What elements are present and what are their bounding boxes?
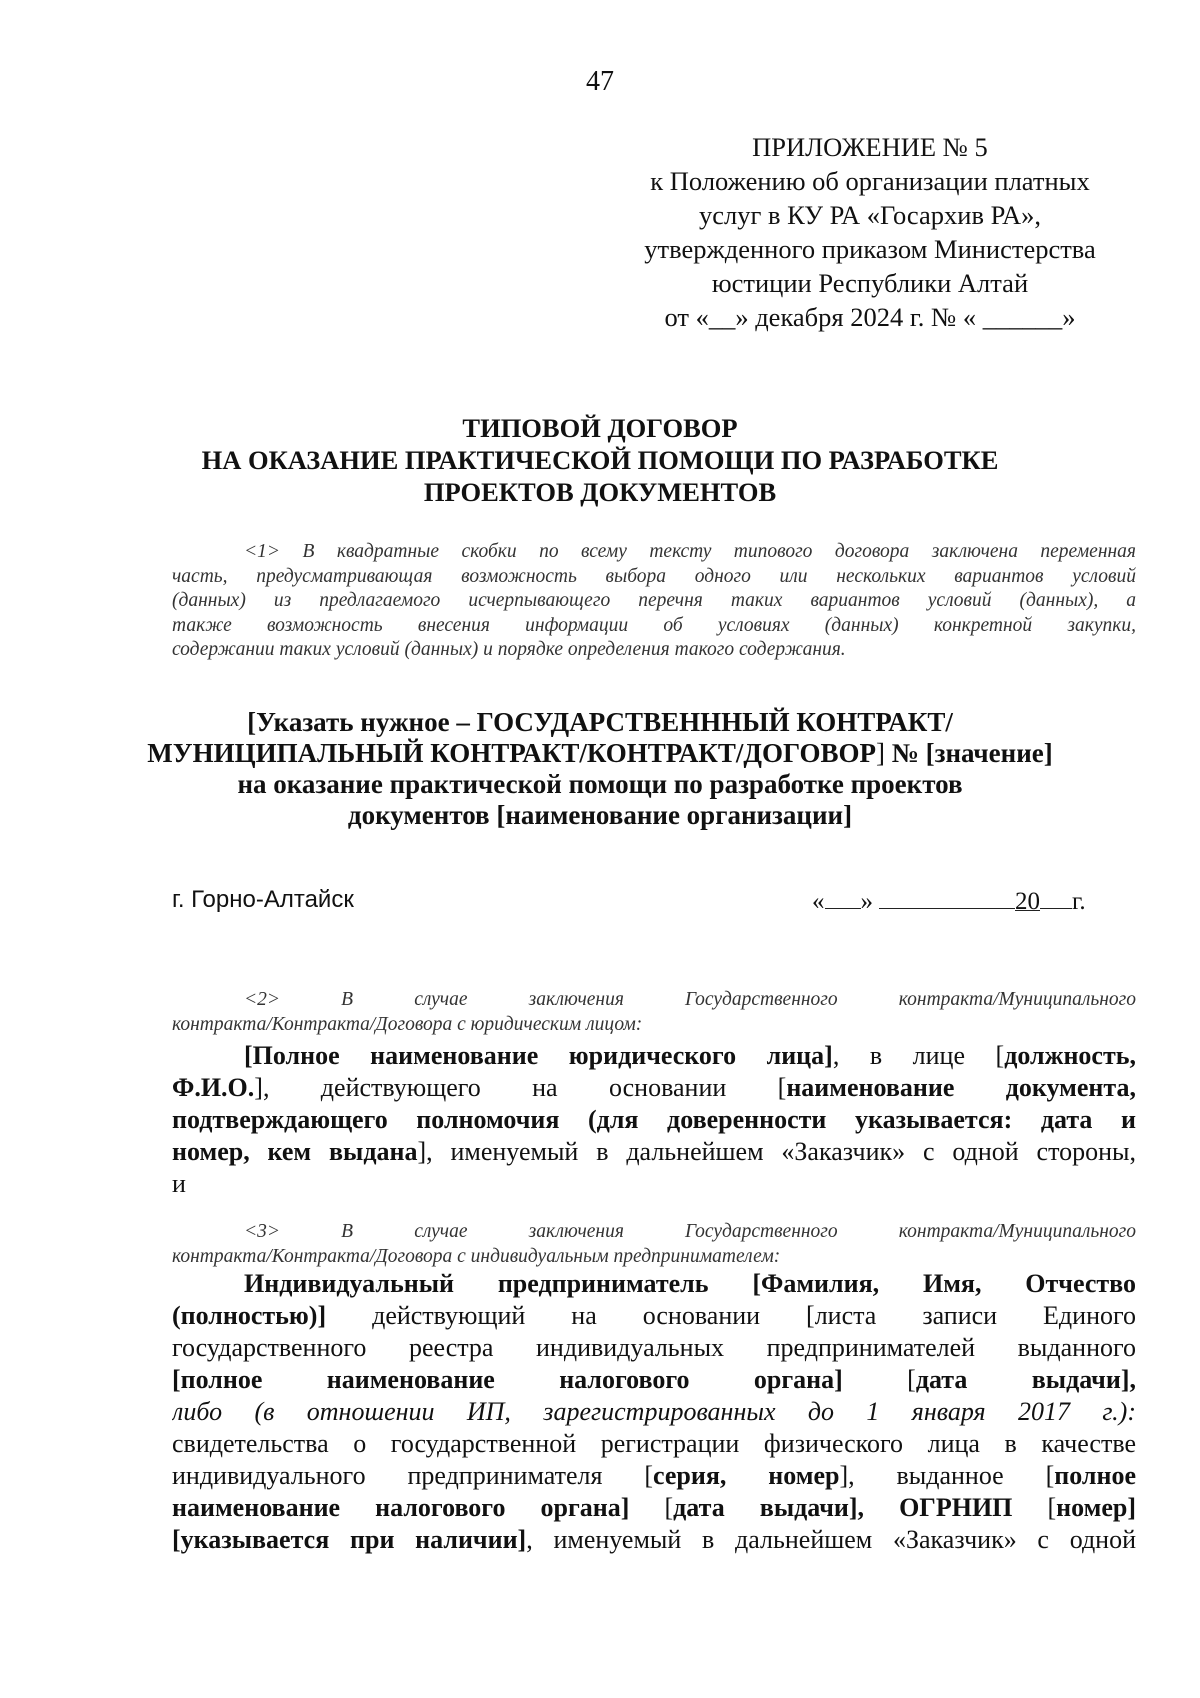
contract-heading [120, 707, 1080, 831]
para-line: государственного реестра индивидуальных предпринимателей выданного [172, 1333, 1136, 1362]
contract-line: на оказание практической помощи по разработке проектов [237, 769, 963, 799]
para-line [172, 1460, 1136, 1492]
text-bold: дата выдачи], [915, 1365, 1136, 1394]
text-plain: [ [842, 1365, 916, 1394]
text-bold: Ф.И.О. [172, 1073, 255, 1102]
note-line: также возможность внесения информации об условиях (данных) конкретной закупки, [172, 614, 1136, 636]
title-line: ТИПОВОЙ ДОГОВОР [462, 413, 738, 443]
footnote-3 [172, 1220, 1136, 1269]
note-line: контракта/Контракта/Договора с юридическим лицом: [172, 1013, 643, 1035]
appendix-line: к Положению об организации платных [650, 166, 1090, 196]
text-bold: должность, [1004, 1041, 1136, 1070]
legal-entity-paragraph [172, 1040, 1136, 1200]
text-bold: номер, кем выдана [172, 1137, 418, 1166]
text-plain: ], выданное [ [839, 1461, 1055, 1490]
note-line: <1> В квадратные скобки по всему тексту типового договора заключена переменная [244, 541, 1136, 562]
contract-bracket: ] [875, 738, 892, 768]
text-plain: ], действующего на основании [ [254, 1073, 787, 1102]
page-number: 47 [586, 66, 614, 97]
year-prefix: 20 [1015, 888, 1040, 915]
para-line [172, 1492, 1136, 1524]
text-plain: индивидуального предпринимателя [ [172, 1461, 653, 1490]
title-line: ПРОЕКТОВ ДОКУМЕНТОВ [423, 477, 777, 507]
entrepreneur-paragraph [172, 1268, 1136, 1556]
text-plain: действующий на основании [листа записи Единого [326, 1301, 1136, 1330]
appendix-line: утвержденного приказом Министерства [644, 234, 1096, 264]
footnote-2 [172, 988, 1136, 1037]
appendix-line: юстиции Республики Алтай [711, 268, 1029, 298]
contract-line [120, 738, 1080, 769]
para-line [172, 1300, 1136, 1332]
appendix-header [620, 130, 1120, 334]
para-line: свидетельства о государственной регистрации физического лица в качестве [172, 1429, 1136, 1458]
text-bold: номер] [1056, 1493, 1136, 1522]
para-line [172, 1072, 1136, 1104]
text-plain: , в лице [ [832, 1041, 1005, 1070]
text-plain: ], именуемый в дальнейшем «Заказчик» с одной стороны, [417, 1137, 1136, 1166]
document-title [120, 412, 1080, 508]
appendix-line: услуг в КУ РА «Госархив РА», [699, 200, 1041, 230]
contract-date [812, 886, 1136, 916]
contract-line: [Указать нужное – ГОСУДАРСТВЕНННЫЙ КОНТРАКТ/ [247, 707, 953, 737]
text-bold: полное [1054, 1461, 1136, 1490]
note-line: контракта/Контракта/Договора с индивидуальным предпринимателем: [172, 1245, 781, 1267]
para-line [172, 1524, 1136, 1556]
para-line [172, 1136, 1136, 1168]
para-line: либо (в отношении ИП, зарегистрированных до 1 января 2017 г.): [172, 1397, 1136, 1426]
footnote-1 [172, 540, 1136, 663]
month-blank [879, 886, 1015, 909]
contract-type: МУНИЦИПАЛЬНЫЙ КОНТРАКТ/КОНТРАКТ/ДОГОВОР [147, 738, 876, 768]
note-line: <2> В случае заключения Государственного контракта/Муниципального [244, 989, 1136, 1010]
contract-number: № [значение] [891, 738, 1053, 768]
text-bold: наименование документа, [786, 1073, 1136, 1102]
text-bold: [полное наименование налогового органа] [172, 1365, 843, 1394]
appendix-line: от «__» декабря 2024 г. № « ______» [664, 302, 1076, 332]
title-line: НА ОКАЗАНИЕ ПРАКТИЧЕСКОЙ ПОМОЩИ ПО РАЗРАБОТКЕ [201, 445, 999, 475]
appendix-line: ПРИЛОЖЕНИЕ № 5 [752, 132, 988, 162]
para-line: и [172, 1169, 186, 1198]
note-line: <3> В случае заключения Государственного контракта/Муниципального [244, 1221, 1136, 1242]
date-close-quote: » [860, 888, 873, 915]
contract-line: документов [наименование организации] [347, 800, 853, 830]
text-plain: [ [629, 1493, 674, 1522]
para-line: Индивидуальный предприниматель [Фамилия, Имя, Отчество [244, 1269, 1136, 1298]
day-blank [825, 886, 861, 909]
para-line: подтверждающего полномочия (для доверенности указывается: дата и [172, 1105, 1136, 1134]
text-plain: [ [1012, 1493, 1057, 1522]
note-line: содержании таких условий (данных) и порядке определения такого содержания. [172, 639, 846, 660]
para-line [172, 1040, 1136, 1072]
text-bold: [указывается при наличии] [172, 1525, 527, 1554]
note-line: часть, предусматривающая возможность выбора одного или нескольких вариантов условий [172, 565, 1136, 587]
text-bold: [Полное наименование юридического лица] [244, 1041, 833, 1070]
year-blank [1040, 886, 1072, 909]
year-suffix: г. [1072, 888, 1086, 915]
note-line: (данных) из предлагаемого исчерпывающего перечня таких вариантов условий (данных), а [172, 590, 1136, 611]
text-bold: наименование налогового органа] [172, 1493, 630, 1522]
para-line [172, 1364, 1136, 1396]
date-open-quote: « [812, 888, 825, 915]
text-bold: серия, номер [652, 1461, 840, 1490]
text-bold: (полностью)] [172, 1301, 327, 1330]
text-bold: дата выдачи], ОГРНИП [673, 1493, 1013, 1522]
text-plain: , именуемый в дальнейшем «Заказчик» с одной [526, 1525, 1136, 1554]
city-name: г. Горно-Алтайск [172, 886, 354, 913]
